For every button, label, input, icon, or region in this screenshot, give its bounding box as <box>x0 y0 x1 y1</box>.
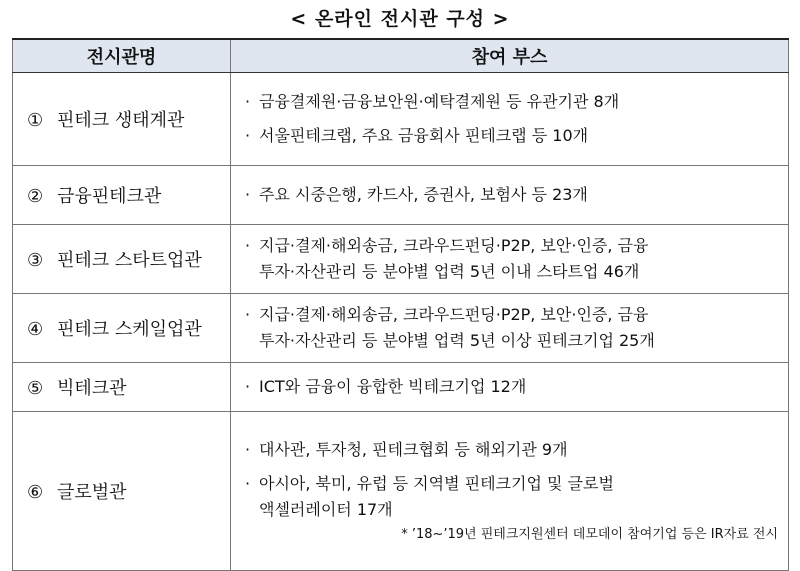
table-row <box>13 73 789 166</box>
hall-number: ② <box>27 186 44 207</box>
hall-name: 금융핀테크관 <box>57 186 162 207</box>
booth-text: 투자·자산관리 등 분야별 업력 5년 이상 핀테크기업 25개 <box>259 331 655 350</box>
bullet-icon: · <box>245 92 251 111</box>
booths-cell <box>231 225 789 294</box>
booth-text: ICT와 금융이 융합한 빅테크기업 12개 <box>259 377 527 396</box>
list-item <box>245 302 778 328</box>
bullet-icon: · <box>245 185 251 204</box>
table-header-row <box>13 39 789 73</box>
table-row <box>13 225 789 294</box>
list-item <box>245 182 778 208</box>
list-item <box>245 471 778 497</box>
list-item <box>245 233 778 259</box>
bullet-icon: · <box>245 440 251 459</box>
list-item-continuation <box>245 497 778 523</box>
hall-name-cell <box>13 412 231 571</box>
list-item <box>245 374 778 400</box>
table-row <box>13 294 789 363</box>
list-item <box>245 123 778 149</box>
booth-text: 투자·자산관리 등 분야별 업력 5년 이내 스타트업 46개 <box>259 262 640 281</box>
hall-name-cell <box>13 225 231 294</box>
header-hall-name: 전시관명 <box>13 39 231 73</box>
hall-number: ③ <box>27 250 44 271</box>
hall-name-cell <box>13 166 231 225</box>
hall-name: 핀테크 스타트업관 <box>57 250 202 271</box>
booth-text: 지급·결제·해외송금, 크라우드펀딩·P2P, 보안·인증, 금융 <box>259 305 649 324</box>
hall-name: 핀테크 생태계관 <box>57 110 185 131</box>
booths-cell <box>231 294 789 363</box>
booths-cell <box>231 363 789 412</box>
hall-number: ① <box>27 110 44 131</box>
list-item <box>245 89 778 115</box>
table-row <box>13 363 789 412</box>
hall-name: 글로벌관 <box>57 482 127 503</box>
hall-name-cell <box>13 73 231 166</box>
booth-text: 대사관, 투자청, 핀테크협회 등 해외기관 9개 <box>259 440 568 459</box>
bullet-icon: · <box>245 305 251 324</box>
exhibition-table <box>12 38 789 571</box>
booth-text: 지급·결제·해외송금, 크라우드펀딩·P2P, 보안·인증, 금융 <box>259 236 649 255</box>
hall-name: 핀테크 스케일업관 <box>57 319 202 340</box>
table-row <box>13 166 789 225</box>
list-item-continuation <box>245 328 778 354</box>
table-row <box>13 412 789 571</box>
hall-name-cell <box>13 363 231 412</box>
hall-name-cell <box>13 294 231 363</box>
booth-text: 금융결제원·금융보안원·예탁결제원 등 유관기관 8개 <box>259 92 620 111</box>
header-booths: 참여 부스 <box>231 39 789 73</box>
booth-text: 아시아, 북미, 유럽 등 지역별 핀테크기업 및 글로벌 <box>259 474 614 493</box>
hall-name: 빅테크관 <box>57 378 127 399</box>
booths-cell <box>231 166 789 225</box>
bullet-icon: · <box>245 236 251 255</box>
booth-text: 서울핀테크랩, 주요 금융회사 핀테크랩 등 10개 <box>259 126 589 145</box>
page-title: < 온라인 전시관 구성 > <box>290 8 510 30</box>
bullet-icon: · <box>245 474 251 493</box>
footnote: * ’18~’19년 핀테크지원센터 데모데이 참여기업 등은 IR자료 전시 <box>401 527 778 542</box>
booth-text: 주요 시중은행, 카드사, 증권사, 보험사 등 23개 <box>259 185 588 204</box>
hall-number: ④ <box>27 319 44 340</box>
booths-cell <box>231 412 789 571</box>
hall-number: ⑤ <box>27 378 44 399</box>
bullet-icon: · <box>245 377 251 396</box>
bullet-icon: · <box>245 126 251 145</box>
booths-cell <box>231 73 789 166</box>
list-item-continuation <box>245 259 778 285</box>
list-item <box>245 437 778 463</box>
hall-number: ⑥ <box>27 482 44 503</box>
booth-text: 액셀러레이터 17개 <box>259 500 393 519</box>
